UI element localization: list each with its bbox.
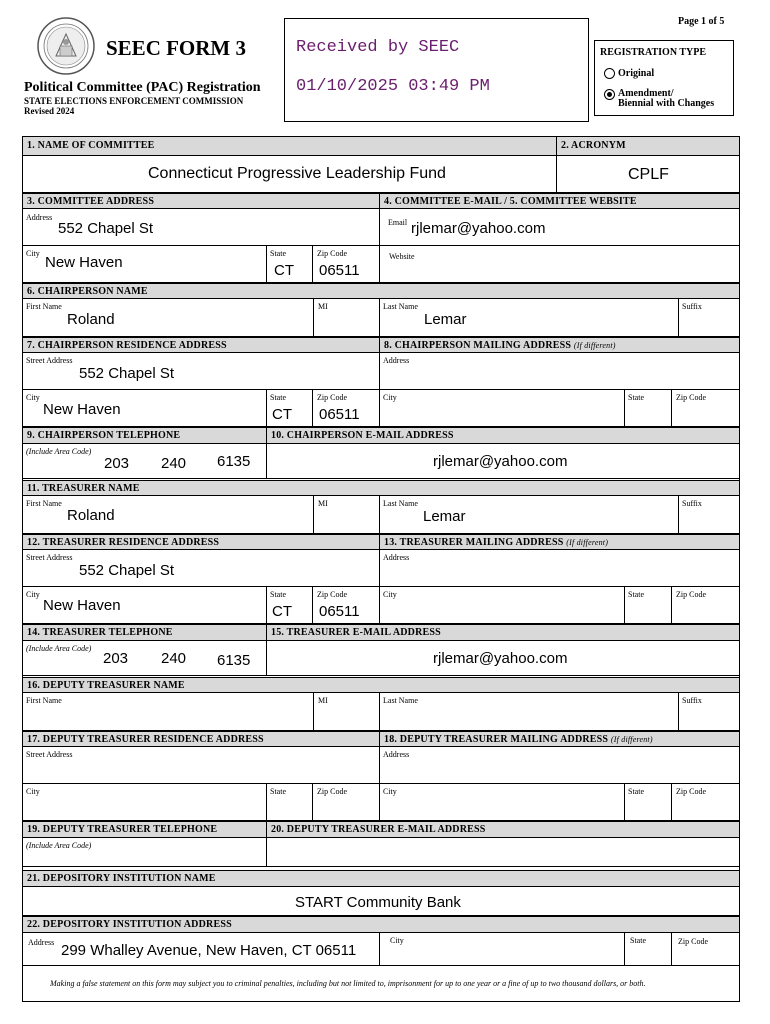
section-12-header: 12. TREASURER RESIDENCE ADDRESS xyxy=(22,534,380,550)
treasurer-mailing-field[interactable] xyxy=(379,549,740,587)
section-11-header: 11. TREASURER NAME xyxy=(22,480,740,496)
bank-state-label: State xyxy=(630,936,646,945)
radio-original[interactable] xyxy=(604,68,615,79)
deputy-city-label: City xyxy=(26,787,40,796)
chair-last-value: Lemar xyxy=(424,311,467,328)
address-label: Address xyxy=(26,213,53,222)
state-label: State xyxy=(270,249,286,258)
chair-email-value: rjlemar@yahoo.com xyxy=(433,453,568,470)
section-17-header: 17. DEPUTY TREASURER RESIDENCE ADDRESS xyxy=(22,731,380,747)
city-label: City xyxy=(26,249,40,258)
section-18-note: (If different) xyxy=(610,735,653,744)
section-15-header: 15. TREASURER E-MAIL ADDRESS xyxy=(266,624,740,641)
treasurer-mail-city-field[interactable] xyxy=(379,586,625,624)
treasurer-phone-prefix: 240 xyxy=(161,650,187,667)
deputy-first-label: First Name xyxy=(26,696,62,705)
received-stamp xyxy=(284,18,589,122)
first-name-label: First Name xyxy=(26,302,62,311)
bank-city-label: City xyxy=(390,936,404,945)
deputy-suffix-label: Suffix xyxy=(682,696,702,705)
deputy-mail-city-field[interactable] xyxy=(379,783,625,821)
deputy-state-label: State xyxy=(270,787,286,796)
deputy-mail-state-label: State xyxy=(628,787,644,796)
radio-amendment[interactable] xyxy=(604,89,615,100)
section-20-header: 20. DEPUTY TREASURER E-MAIL ADDRESS xyxy=(266,821,740,838)
section-10-header: 10. CHAIRPERSON E-MAIL ADDRESS xyxy=(266,427,740,444)
section-8-header xyxy=(379,337,740,353)
section-8-note: (If different) xyxy=(573,341,616,350)
chair-area-code-label: (Include Area Code) xyxy=(26,447,92,456)
suffix-label: Suffix xyxy=(682,302,702,311)
deputy-last-field[interactable] xyxy=(379,692,679,731)
chair-mail-city-field[interactable] xyxy=(379,389,625,427)
acronym-value: CPLF xyxy=(628,166,669,183)
chair-state-value: CT xyxy=(272,406,292,423)
bank-address-value: 299 Whalley Avenue, New Haven, CT 06511 xyxy=(61,942,357,959)
section-13-note: (If different) xyxy=(566,538,609,547)
treasurer-mailing-label: Address xyxy=(383,553,410,562)
treasurer-last-label: Last Name xyxy=(383,499,418,508)
chair-first-value: Roland xyxy=(67,311,115,328)
treasurer-first-value: Roland xyxy=(67,507,115,524)
deputy-area-code-label: (Include Area Code) xyxy=(26,841,92,850)
chair-street-value: 552 Chapel St xyxy=(79,365,175,382)
chair-zip-label: Zip Code xyxy=(317,393,347,402)
bank-address-label: Address xyxy=(28,938,55,947)
treasurer-area-code-label: (Include Area Code) xyxy=(26,644,92,653)
registration-type-title: REGISTRATION TYPE xyxy=(600,47,707,58)
treasurer-state-value: CT xyxy=(272,603,292,620)
treasurer-street-field[interactable] xyxy=(22,549,380,587)
treasurer-state-label: State xyxy=(270,590,286,599)
radio-original-label: Original xyxy=(618,68,655,79)
deputy-email-field[interactable] xyxy=(266,837,740,867)
radio-amendment-dot xyxy=(607,92,612,97)
penalty-statement: Making a false statement on this form may subject you to criminal penalties, including but not limited to, imprisonment for up to one year or a fine of up to two thousand dollars, or both. xyxy=(50,979,646,988)
mi-label: MI xyxy=(318,302,328,311)
treasurer-first-field[interactable] xyxy=(22,495,314,534)
mailing-address-label: Address xyxy=(383,356,410,365)
treasurer-first-label: First Name xyxy=(26,499,62,508)
section-9-header: 9. CHAIRPERSON TELEPHONE xyxy=(22,427,267,444)
section-7-header: 7. CHAIRPERSON RESIDENCE ADDRESS xyxy=(22,337,380,353)
chair-mail-zip-label: Zip Code xyxy=(676,393,706,402)
chair-city-label: City xyxy=(26,393,40,402)
section-21-header: 21. DEPOSITORY INSTITUTION NAME xyxy=(22,870,740,887)
chair-mail-city-label: City xyxy=(383,393,397,402)
committee-email-value: rjlemar@yahoo.com xyxy=(411,220,546,237)
website-label: Website xyxy=(389,252,415,261)
deputy-street-label: Street Address xyxy=(26,750,73,759)
form-subtitle: Political Committee (PAC) Registration xyxy=(24,80,261,95)
chair-city-value: New Haven xyxy=(43,401,121,418)
bank-city-field[interactable] xyxy=(379,932,625,966)
section-4-header: 4. COMMITTEE E-MAIL / 5. COMMITTEE WEBSITE xyxy=(379,193,740,209)
committee-zip-value: 06511 xyxy=(319,262,360,279)
treasurer-mail-zip-label: Zip Code xyxy=(676,590,706,599)
treasurer-zip-value: 06511 xyxy=(319,603,360,620)
radio-amendment-label-1: Amendment/ xyxy=(618,88,674,99)
section-22-header: 22. DEPOSITORY INSTITUTION ADDRESS xyxy=(22,916,740,933)
section-13-header xyxy=(379,534,740,550)
deputy-mailing-label: Address xyxy=(383,750,410,759)
treasurer-email-value: rjlemar@yahoo.com xyxy=(433,650,568,667)
zip-label: Zip Code xyxy=(317,249,347,258)
revised-date: Revised 2024 xyxy=(24,106,75,116)
chair-mailing-field[interactable] xyxy=(379,352,740,390)
form-title: SEEC FORM 3 xyxy=(106,36,247,60)
chair-first-field[interactable] xyxy=(22,298,314,337)
deputy-street-field[interactable] xyxy=(22,746,380,784)
page-number: Page 1 of 5 xyxy=(678,16,725,27)
treasurer-phone-area: 203 xyxy=(103,650,129,667)
chair-zip-value: 06511 xyxy=(319,406,360,423)
section-18-title: 18. DEPUTY TREASURER MAILING ADDRESS xyxy=(384,734,609,745)
section-1-header: 1. NAME OF COMMITTEE xyxy=(22,136,557,156)
deputy-zip-label: Zip Code xyxy=(317,787,347,796)
committee-name-value: Connecticut Progressive Leadership Fund xyxy=(148,165,446,182)
section-3-header: 3. COMMITTEE ADDRESS xyxy=(22,193,380,209)
committee-state-value: CT xyxy=(274,262,294,279)
treasurer-city-label: City xyxy=(26,590,40,599)
treasurer-mail-city-label: City xyxy=(383,590,397,599)
stamp-datetime: 01/10/2025 03:49 PM xyxy=(296,77,490,96)
chair-phone-area: 203 xyxy=(104,455,130,472)
deputy-city-field[interactable] xyxy=(22,783,267,821)
treasurer-city-value: New Haven xyxy=(43,597,121,614)
deputy-mi-label: MI xyxy=(318,696,328,705)
treasurer-mi-label: MI xyxy=(318,499,328,508)
section-14-header: 14. TREASURER TELEPHONE xyxy=(22,624,267,641)
treasurer-mail-state-label: State xyxy=(628,590,644,599)
section-2-header: 2. ACRONYM xyxy=(556,136,740,156)
bank-zip-label: Zip Code xyxy=(678,937,708,946)
last-name-label: Last Name xyxy=(383,302,418,311)
committee-address-value: 552 Chapel St xyxy=(58,220,154,237)
radio-amendment-label-2: Biennial with Changes xyxy=(618,98,715,109)
deputy-first-field[interactable] xyxy=(22,692,314,731)
section-8-title: 8. CHAIRPERSON MAILING ADDRESS xyxy=(384,340,572,351)
deputy-mailing-field[interactable] xyxy=(379,746,740,784)
treasurer-zip-label: Zip Code xyxy=(317,590,347,599)
treasurer-phone-line: 6135 xyxy=(217,652,251,669)
bank-name-value: START Community Bank xyxy=(295,894,461,911)
agency-name: STATE ELECTIONS ENFORCEMENT COMMISSION xyxy=(24,96,244,106)
treasurer-last-value: Lemar xyxy=(423,508,466,525)
section-19-header: 19. DEPUTY TREASURER TELEPHONE xyxy=(22,821,267,838)
deputy-mail-city-label: City xyxy=(383,787,397,796)
chair-street-field[interactable] xyxy=(22,352,380,390)
chair-phone-prefix: 240 xyxy=(161,455,187,472)
stamp-received: Received by SEEC xyxy=(296,38,460,57)
section-13-title: 13. TREASURER MAILING ADDRESS xyxy=(384,537,564,548)
treasurer-street-label: Street Address xyxy=(26,553,73,562)
state-seal-icon xyxy=(36,16,96,76)
deputy-last-label: Last Name xyxy=(383,696,418,705)
chair-mail-state-label: State xyxy=(628,393,644,402)
chair-phone-line: 6135 xyxy=(217,453,251,470)
email-label: Email xyxy=(388,218,408,227)
section-6-header: 6. CHAIRPERSON NAME xyxy=(22,283,740,299)
section-18-header xyxy=(379,731,740,747)
committee-website-field[interactable] xyxy=(379,245,740,283)
deputy-mail-zip-label: Zip Code xyxy=(676,787,706,796)
committee-city-value: New Haven xyxy=(45,254,123,271)
street-address-label: Street Address xyxy=(26,356,73,365)
section-16-header: 16. DEPUTY TREASURER NAME xyxy=(22,677,740,693)
treasurer-street-value: 552 Chapel St xyxy=(79,562,175,579)
chair-state-label: State xyxy=(270,393,286,402)
treasurer-suffix-label: Suffix xyxy=(682,499,702,508)
